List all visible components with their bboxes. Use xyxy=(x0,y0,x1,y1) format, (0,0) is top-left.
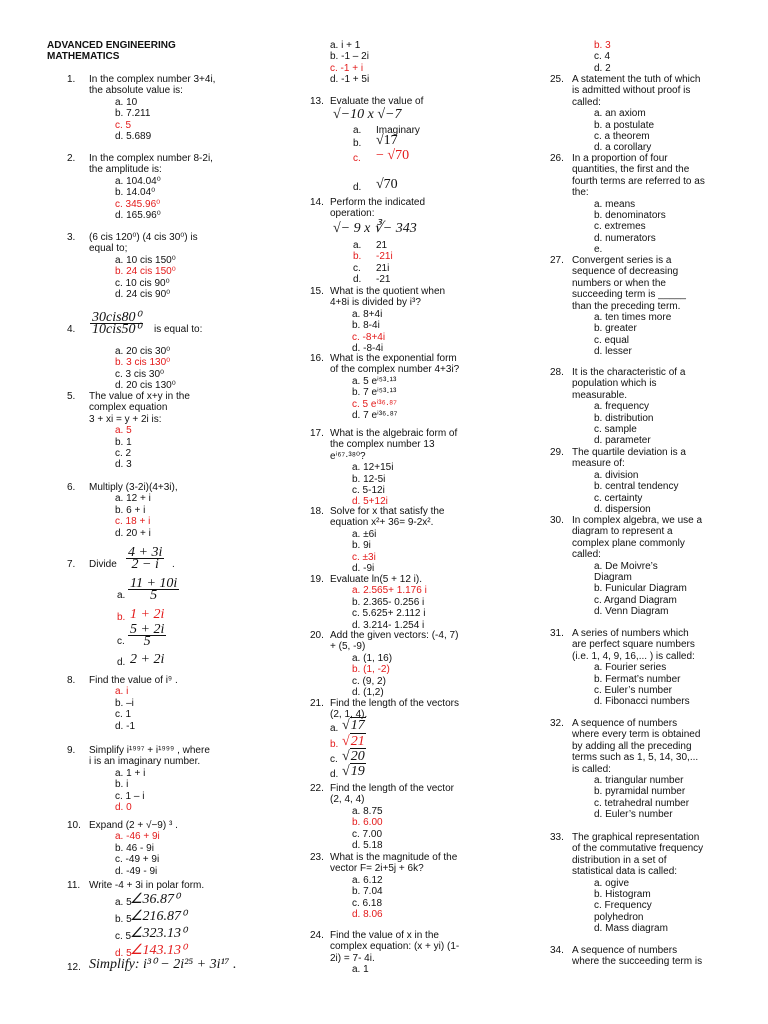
question-text: What is the quotient when xyxy=(330,286,446,297)
question-text: 4+8i is divided by i³? xyxy=(330,297,421,309)
question-text: In the complex number 3+4i, xyxy=(89,74,216,85)
answer-option: Diagram xyxy=(594,572,632,583)
radicand: 21 xyxy=(350,734,365,749)
question-text: equal to; xyxy=(89,243,128,255)
question-number: 30. xyxy=(550,515,564,526)
answer-option-label: b. xyxy=(353,138,362,149)
question-number: 15. xyxy=(310,286,324,297)
answer-option: √17 xyxy=(376,133,398,148)
answer-option: a. 5 xyxy=(115,425,132,437)
question-text: Perform the indicated xyxy=(330,197,426,208)
radicand: 17 xyxy=(350,718,365,733)
fraction-denominator: 5 xyxy=(143,634,151,650)
question-text: In complex algebra, we use a xyxy=(572,515,703,526)
answer-option: b. Funicular Diagram xyxy=(594,583,687,595)
question-text: In a proportion of four xyxy=(572,153,668,164)
answer-option: d. 0 xyxy=(115,802,132,813)
sqrt-icon: √ xyxy=(342,718,350,733)
question-text: the absolute value is: xyxy=(89,85,183,97)
answer-option-label: c. xyxy=(117,636,125,647)
question-text: the: xyxy=(572,187,589,199)
question-text: distribution in a set of xyxy=(572,854,667,866)
answer-option: d. 3.214- 1.254 i xyxy=(352,619,425,631)
answer-option: 21 xyxy=(376,240,388,251)
answer-option: d. 5 xyxy=(115,948,132,959)
question-text: of the complex number 4+3i? xyxy=(330,364,460,376)
answer-option: b. pyramidal number xyxy=(594,786,686,798)
sqrt-icon: √ xyxy=(342,749,350,764)
sqrt-icon: √ xyxy=(342,764,350,779)
question-number: 18. xyxy=(310,506,324,517)
answer-option: a. 1 + i xyxy=(115,767,146,779)
answer-option: a. Fourier series xyxy=(594,662,667,674)
answer-option: d. 2 xyxy=(594,62,611,74)
answer-option: b. 7 eⁱ⁵³·¹³ xyxy=(352,387,397,399)
answer-option: b. 46 - 9i xyxy=(115,842,154,854)
question-text: It is the characteristic of a xyxy=(572,367,686,378)
question-text: vector F= 2i+5j + 6k? xyxy=(330,863,424,875)
question-text: Simplify: i³⁰ − 2i²⁵ + 3i¹⁷ . xyxy=(89,957,237,972)
question-text: . xyxy=(172,559,175,570)
answer-option: d. 8.06 xyxy=(352,909,383,920)
answer-option: a. i xyxy=(115,686,129,698)
answer-option: a. means xyxy=(594,198,636,210)
answer-option: c. 5 eⁱ³⁶·⁸⁷ xyxy=(352,398,397,410)
fraction xyxy=(128,624,166,648)
doc-title-line2: MATHEMATICS xyxy=(47,51,120,62)
answer-option: a. triangular number xyxy=(594,775,684,786)
question-number: 22. xyxy=(310,783,324,794)
question-number: 14. xyxy=(310,197,324,208)
answer-option: c. 6.18 xyxy=(352,897,383,909)
answer-option: a. 12 + i xyxy=(115,493,151,505)
question-text: Find the value of i⁹ . xyxy=(89,675,178,686)
answer-option: c. equal xyxy=(594,334,630,346)
answer-option: -21 xyxy=(376,274,391,286)
answer-sqrt xyxy=(342,720,366,731)
answer-option: c. Euler’s number xyxy=(594,685,672,696)
question-number: 23. xyxy=(310,852,324,863)
answer-option: b. 3 xyxy=(594,40,611,51)
answer-option: a. 104.04⁰ xyxy=(115,175,161,187)
answer-option: a. 8+4i xyxy=(352,308,383,320)
answer-option: c. ±3i xyxy=(352,551,376,563)
answer-option-label: a. xyxy=(117,590,126,601)
question-text: Convergent series is a xyxy=(572,255,672,266)
question-text: measurable. xyxy=(572,389,628,401)
answer-option: d. 3 xyxy=(115,459,132,471)
question-number: 10. xyxy=(67,820,81,831)
answer-option: b. central tendency xyxy=(594,481,679,493)
answer-option: a. 1 xyxy=(352,964,369,976)
answer-option: b. 2.365- 0.256 i xyxy=(352,596,425,608)
question-number: 16. xyxy=(310,353,324,364)
question-text: (2, 1, 4). xyxy=(330,709,368,721)
answer-option: c. Argand Diagram xyxy=(594,594,677,606)
question-text: diagram to represent a xyxy=(572,526,673,538)
answer-option-label: a. xyxy=(330,723,339,734)
question-number: 1. xyxy=(67,74,76,85)
answer-option-label: a. xyxy=(353,125,362,136)
answer-option-label: d. xyxy=(353,274,362,286)
radicand: 19 xyxy=(350,764,365,779)
fraction-denominator: 5 xyxy=(150,588,158,604)
question-text: 3 + xi = y + 2i is: xyxy=(89,413,162,425)
answer-option: c. 5 xyxy=(115,931,132,942)
question-fraction xyxy=(126,547,164,571)
question-text: A statement the tuth of which xyxy=(572,74,701,85)
answer-option: d. Fibonacci numbers xyxy=(594,696,690,708)
question-text: eⁱ⁶⁷·³⁸⁰? xyxy=(330,450,366,462)
question-text: The quartile deviation is a xyxy=(572,447,686,458)
answer-option: d. 24 cis 90⁰ xyxy=(115,289,171,300)
question-number: 8. xyxy=(67,675,76,686)
question-number: 34. xyxy=(550,945,564,956)
answer-fraction xyxy=(128,578,179,602)
answer-option: Imaginary xyxy=(376,125,420,136)
fraction xyxy=(90,312,143,336)
answer-option: a. 2.565+ 1.176 i xyxy=(352,585,427,597)
answer-option: d. 20 cis 130⁰ xyxy=(115,380,176,392)
question-text: (i.e. 1, 4, 9, 16,... ) is called: xyxy=(572,650,695,662)
question-number: 9. xyxy=(67,745,76,756)
question-text: i is an imaginary number. xyxy=(89,756,201,768)
answer-option: a. i + 1 xyxy=(330,40,361,51)
answer-option: d. (1,2) xyxy=(352,687,384,698)
question-text: the complex number 13 xyxy=(330,439,435,451)
answer-option-label: d. xyxy=(353,182,362,193)
question-text: is equal to: xyxy=(154,324,203,335)
question-text: The graphical representation xyxy=(572,832,700,843)
question-text: A sequence of numbers xyxy=(572,718,678,729)
question-text: where the succeeding term is xyxy=(572,956,703,968)
question-text: Find the value of x in the xyxy=(330,930,439,941)
answer-option: c. tetrahedral number xyxy=(594,797,690,809)
question-text: In the complex number 8-2i, xyxy=(89,153,213,164)
question-text: Evaluate ln(5 + 12 i). xyxy=(330,574,422,585)
answer-option: e. xyxy=(594,244,603,256)
question-number: 11. xyxy=(67,880,81,891)
question-number: 21. xyxy=(310,698,324,709)
answer-sqrt xyxy=(342,766,366,777)
answer-option: a. 8.75 xyxy=(352,805,383,817)
answer-option: a. 6.12 xyxy=(352,874,383,886)
answer-option: b. 6 + i xyxy=(115,504,146,516)
answer-option: b. 7.211 xyxy=(115,108,151,120)
fraction-numerator: 4 + 3i xyxy=(128,545,163,560)
question-text: called: xyxy=(572,549,601,561)
answer-option: b. -1 – 2i xyxy=(330,51,369,63)
question-text: Add the given vectors: (-4, 7) xyxy=(330,630,459,641)
answer-option: b. –i xyxy=(115,697,134,709)
question-number: 4. xyxy=(67,324,76,335)
answer-option: a. division xyxy=(594,469,639,481)
question-text: of the commutative frequency xyxy=(572,843,704,855)
answer-option: a. 10 xyxy=(115,96,138,108)
question-text: measure of: xyxy=(572,458,625,470)
question-number: 20. xyxy=(310,630,324,641)
answer-option: a. 5 eⁱ⁵³·¹³ xyxy=(352,375,397,387)
question-text: (6 cis 120⁰) (4 cis 30⁰) is xyxy=(89,232,198,243)
answer-option: b. 6.00 xyxy=(352,817,383,829)
answer-option: c. -8+4i xyxy=(352,331,386,343)
question-text: is called: xyxy=(572,763,611,775)
question-number: 17. xyxy=(310,428,324,439)
answer-fraction xyxy=(128,624,166,648)
answer-option: a. (1, 16) xyxy=(352,652,393,664)
answer-option: a. 12+15i xyxy=(352,462,394,474)
answer-option: d. Mass diagram xyxy=(594,923,668,935)
answer-option: d. 165.96⁰ xyxy=(115,210,161,221)
question-number: 27. xyxy=(550,255,564,266)
question-text: operation: xyxy=(330,208,375,220)
answer-option-label: b. xyxy=(330,739,339,750)
answer-option: c. 1 xyxy=(115,709,132,721)
question-text: the amplitude is: xyxy=(89,164,162,176)
answer-option: a. frequency xyxy=(594,401,650,413)
question-text: fourth terms are referred to as xyxy=(572,175,705,187)
question-text: succeeding term is _____ xyxy=(572,289,686,301)
answer-option: c. certainty xyxy=(594,492,643,504)
question-number: 26. xyxy=(550,153,564,164)
question-text: Find the length of the vector xyxy=(330,783,454,794)
answer-option: d. a corollary xyxy=(594,142,652,154)
answer-option: c. Frequency xyxy=(594,900,652,912)
answer-option: b. 3 cis 130⁰ xyxy=(115,357,171,369)
question-text: population which is xyxy=(572,378,657,390)
answer-option: c. -49 + 9i xyxy=(115,854,160,866)
answer-option: b. 5 xyxy=(115,914,132,925)
radicand: 20 xyxy=(350,749,365,764)
question-text: Multiply (3-2i)(4+3i), xyxy=(89,482,178,493)
question-text: A series of numbers which xyxy=(572,628,689,639)
answer-option: b. 24 cis 150⁰ xyxy=(115,266,176,278)
answer-option: d. numerators xyxy=(594,232,656,244)
question-text: equation x²+ 36= 9-2x². xyxy=(330,517,434,529)
answer-option-label: c. xyxy=(330,754,338,765)
question-number: 33. xyxy=(550,832,564,843)
answer-angle: ∠323.13⁰ xyxy=(130,926,187,941)
question-text: 2i) = 7- 4i. xyxy=(330,952,375,964)
question-number: 3. xyxy=(67,232,76,243)
question-text: Find the length of the vectors xyxy=(330,698,459,709)
answer-option-label: c. xyxy=(353,153,361,164)
sqrt-icon: √ xyxy=(342,734,350,749)
question-text: numbers or when the xyxy=(572,277,666,289)
answer-option: b. 7.04 xyxy=(352,886,383,898)
answer-option: c. 5-12i xyxy=(352,485,385,496)
question-number: 32. xyxy=(550,718,564,729)
answer-option: polyhedron xyxy=(594,911,644,923)
question-expression: √−10 x √−7 xyxy=(333,107,402,122)
question-text: is admitted without proof is xyxy=(572,85,691,97)
answer-angle: ∠216.87⁰ xyxy=(130,909,187,924)
answer-sqrt xyxy=(342,736,366,747)
answer-option: c. 1 – i xyxy=(115,790,145,802)
question-text: than the preceding term. xyxy=(572,300,681,312)
question-number: 7. xyxy=(67,559,76,570)
question-number: 6. xyxy=(67,482,76,493)
answer-option: c. 10 cis 90⁰ xyxy=(115,277,170,289)
answer-option: d. parameter xyxy=(594,435,651,447)
doc-title: ADVANCED ENGINEERING xyxy=(47,40,176,51)
question-text: The value of x+y in the xyxy=(89,391,190,402)
answer-option: c. (9, 2) xyxy=(352,675,386,687)
question-number: 19. xyxy=(310,574,324,585)
question-text: terms such as 1, 5, 14, 30,... xyxy=(572,752,699,764)
answer-option: c. sample xyxy=(594,424,637,435)
answer-expression: 2 + 2i xyxy=(130,652,165,667)
fraction-denominator: 10cis50⁰ xyxy=(92,322,142,338)
question-text: Evaluate the value of xyxy=(330,96,424,107)
answer-option: d. 5.689 xyxy=(115,131,152,142)
answer-option-label: a. xyxy=(353,240,362,251)
fraction xyxy=(128,578,179,602)
question-text: Solve for x that satisfy the xyxy=(330,506,445,517)
answer-option: c. 18 + i xyxy=(115,516,151,528)
answer-option: c. 345.96⁰ xyxy=(115,198,161,210)
question-text: What is the exponential form xyxy=(330,353,457,364)
question-fraction xyxy=(90,312,143,336)
answer-option: a. ogive xyxy=(594,877,630,889)
question-text: where every term is obtained xyxy=(572,729,701,741)
answer-option: − √70 xyxy=(376,148,410,163)
answer-option: a. an axiom xyxy=(594,108,646,120)
answer-option: √70 xyxy=(376,177,398,192)
answer-option: d. 7 eⁱ³⁶·⁸⁷ xyxy=(352,410,398,421)
answer-option: c. a theorem xyxy=(594,131,650,142)
answer-option: d. -49 - 9i xyxy=(115,865,158,877)
answer-option: d. dispersion xyxy=(594,504,651,515)
answer-option-label: d. xyxy=(330,769,339,780)
answer-option: b. 14.04⁰ xyxy=(115,187,156,199)
answer-option: c. extremes xyxy=(594,221,646,233)
question-text: (2, 4, 4) xyxy=(330,794,365,806)
answer-option: d. Venn Diagram xyxy=(594,606,669,618)
question-text: complex equation: (x + yi) (1- xyxy=(330,941,460,953)
answer-option: d. lesser xyxy=(594,346,632,358)
question-text: called: xyxy=(572,96,601,108)
question-expression: √− 9 x ∛− 343 xyxy=(333,221,417,236)
answer-option: b. Histogram xyxy=(594,889,651,900)
answer-option: b. 1 xyxy=(115,436,132,448)
answer-option: d. -9i xyxy=(352,563,375,574)
answer-option: a. De Moivre’s xyxy=(594,560,658,572)
answer-option: c. 5.625+ 2.112 i xyxy=(352,608,426,620)
question-number: 24. xyxy=(310,930,324,941)
answer-option: d. 5.18 xyxy=(352,840,383,851)
question-number: 28. xyxy=(550,367,564,378)
question-number: 2. xyxy=(67,153,76,164)
answer-option: c. 5 xyxy=(115,119,132,131)
question-text: sequence of decreasing xyxy=(572,266,679,278)
fraction-numerator: 30cis80⁰ xyxy=(92,310,142,325)
question-text: Expand (2 + √−9) ³ . xyxy=(89,820,178,831)
answer-option: b. greater xyxy=(594,323,637,335)
question-number: 12. xyxy=(67,962,81,973)
answer-option: -21i xyxy=(376,251,393,263)
question-number: 25. xyxy=(550,74,564,85)
answer-option: d. -8-4i xyxy=(352,343,384,354)
question-text: statistical data is called: xyxy=(572,866,678,878)
answer-sqrt xyxy=(342,751,366,762)
answer-option: b. a postulate xyxy=(594,119,655,131)
answer-option: d. -1 xyxy=(115,720,136,732)
answer-option-label: c. xyxy=(353,262,361,274)
question-text: What is the algebraic form of xyxy=(330,428,458,439)
question-text: Write -4 + 3i in polar form. xyxy=(89,880,205,891)
question-number: 29. xyxy=(550,447,564,458)
question-text: complex equation xyxy=(89,402,168,414)
answer-option: a. -46 + 9i xyxy=(115,831,160,843)
answer-option: a. ±6i xyxy=(352,528,377,540)
fraction-denominator: 2 − i xyxy=(131,557,159,573)
answer-option: c. 3 cis 30⁰ xyxy=(115,368,165,380)
question-text: + (5, -9) xyxy=(330,641,366,653)
answer-option-label: b. xyxy=(117,612,126,623)
question-text: Divide xyxy=(89,559,117,570)
answer-option: d. 20 + i xyxy=(115,527,151,539)
answer-option: c. 4 xyxy=(594,51,611,63)
answer-option: b. Fermat’s number xyxy=(594,673,681,685)
answer-angle: ∠36.87⁰ xyxy=(130,892,180,907)
question-text: What is the magnitude of the xyxy=(330,852,458,863)
answer-option: a. 20 cis 30⁰ xyxy=(115,346,171,357)
question-text: quantities, the first and the xyxy=(572,164,690,176)
answer-option-label: b. xyxy=(353,251,362,263)
answer-option: c. 7.00 xyxy=(352,828,383,840)
answer-option: b. 8-4i xyxy=(352,320,380,332)
question-number: 13. xyxy=(310,96,324,107)
answer-option: d. -1 + 5i xyxy=(330,74,370,86)
answer-option: b. denominators xyxy=(594,210,666,221)
answer-option: a. 10 cis 150⁰ xyxy=(115,254,176,266)
answer-expression: 1 + 2i xyxy=(130,607,165,622)
question-number: 31. xyxy=(550,628,564,639)
answer-option: d. Euler’s number xyxy=(594,809,673,821)
answer-option: d. 5+12i xyxy=(352,496,388,508)
answer-option: b. 9i xyxy=(352,540,371,552)
question-text: Simplify i¹⁹⁹⁷ + i¹⁹⁹⁹ , where xyxy=(89,745,210,756)
fraction-numerator: 11 + 10i xyxy=(130,576,178,591)
question-text: A sequence of numbers xyxy=(572,945,678,956)
question-text: complex plane commonly xyxy=(572,537,685,549)
question-number: 5. xyxy=(67,391,76,402)
question-text: by adding all the preceding xyxy=(572,740,692,752)
answer-angle: ∠143.13⁰ xyxy=(130,943,187,958)
answer-option-label: d. xyxy=(117,657,126,668)
fraction-numerator: 5 + 2i xyxy=(130,622,165,637)
answer-option: b. (1, -2) xyxy=(352,664,390,676)
answer-option: c. -1 + i xyxy=(330,62,364,74)
answer-option: a. 5 xyxy=(115,897,132,908)
answer-option: b. i xyxy=(115,779,129,791)
fraction xyxy=(126,547,164,571)
answer-option: c. 2 xyxy=(115,448,132,459)
answer-option: b. 12-5i xyxy=(352,473,386,485)
answer-option: a. ten times more xyxy=(594,312,672,323)
question-text: are perfect square numbers xyxy=(572,639,695,651)
answer-option: b. distribution xyxy=(594,412,654,424)
answer-option: 21i xyxy=(376,262,390,274)
